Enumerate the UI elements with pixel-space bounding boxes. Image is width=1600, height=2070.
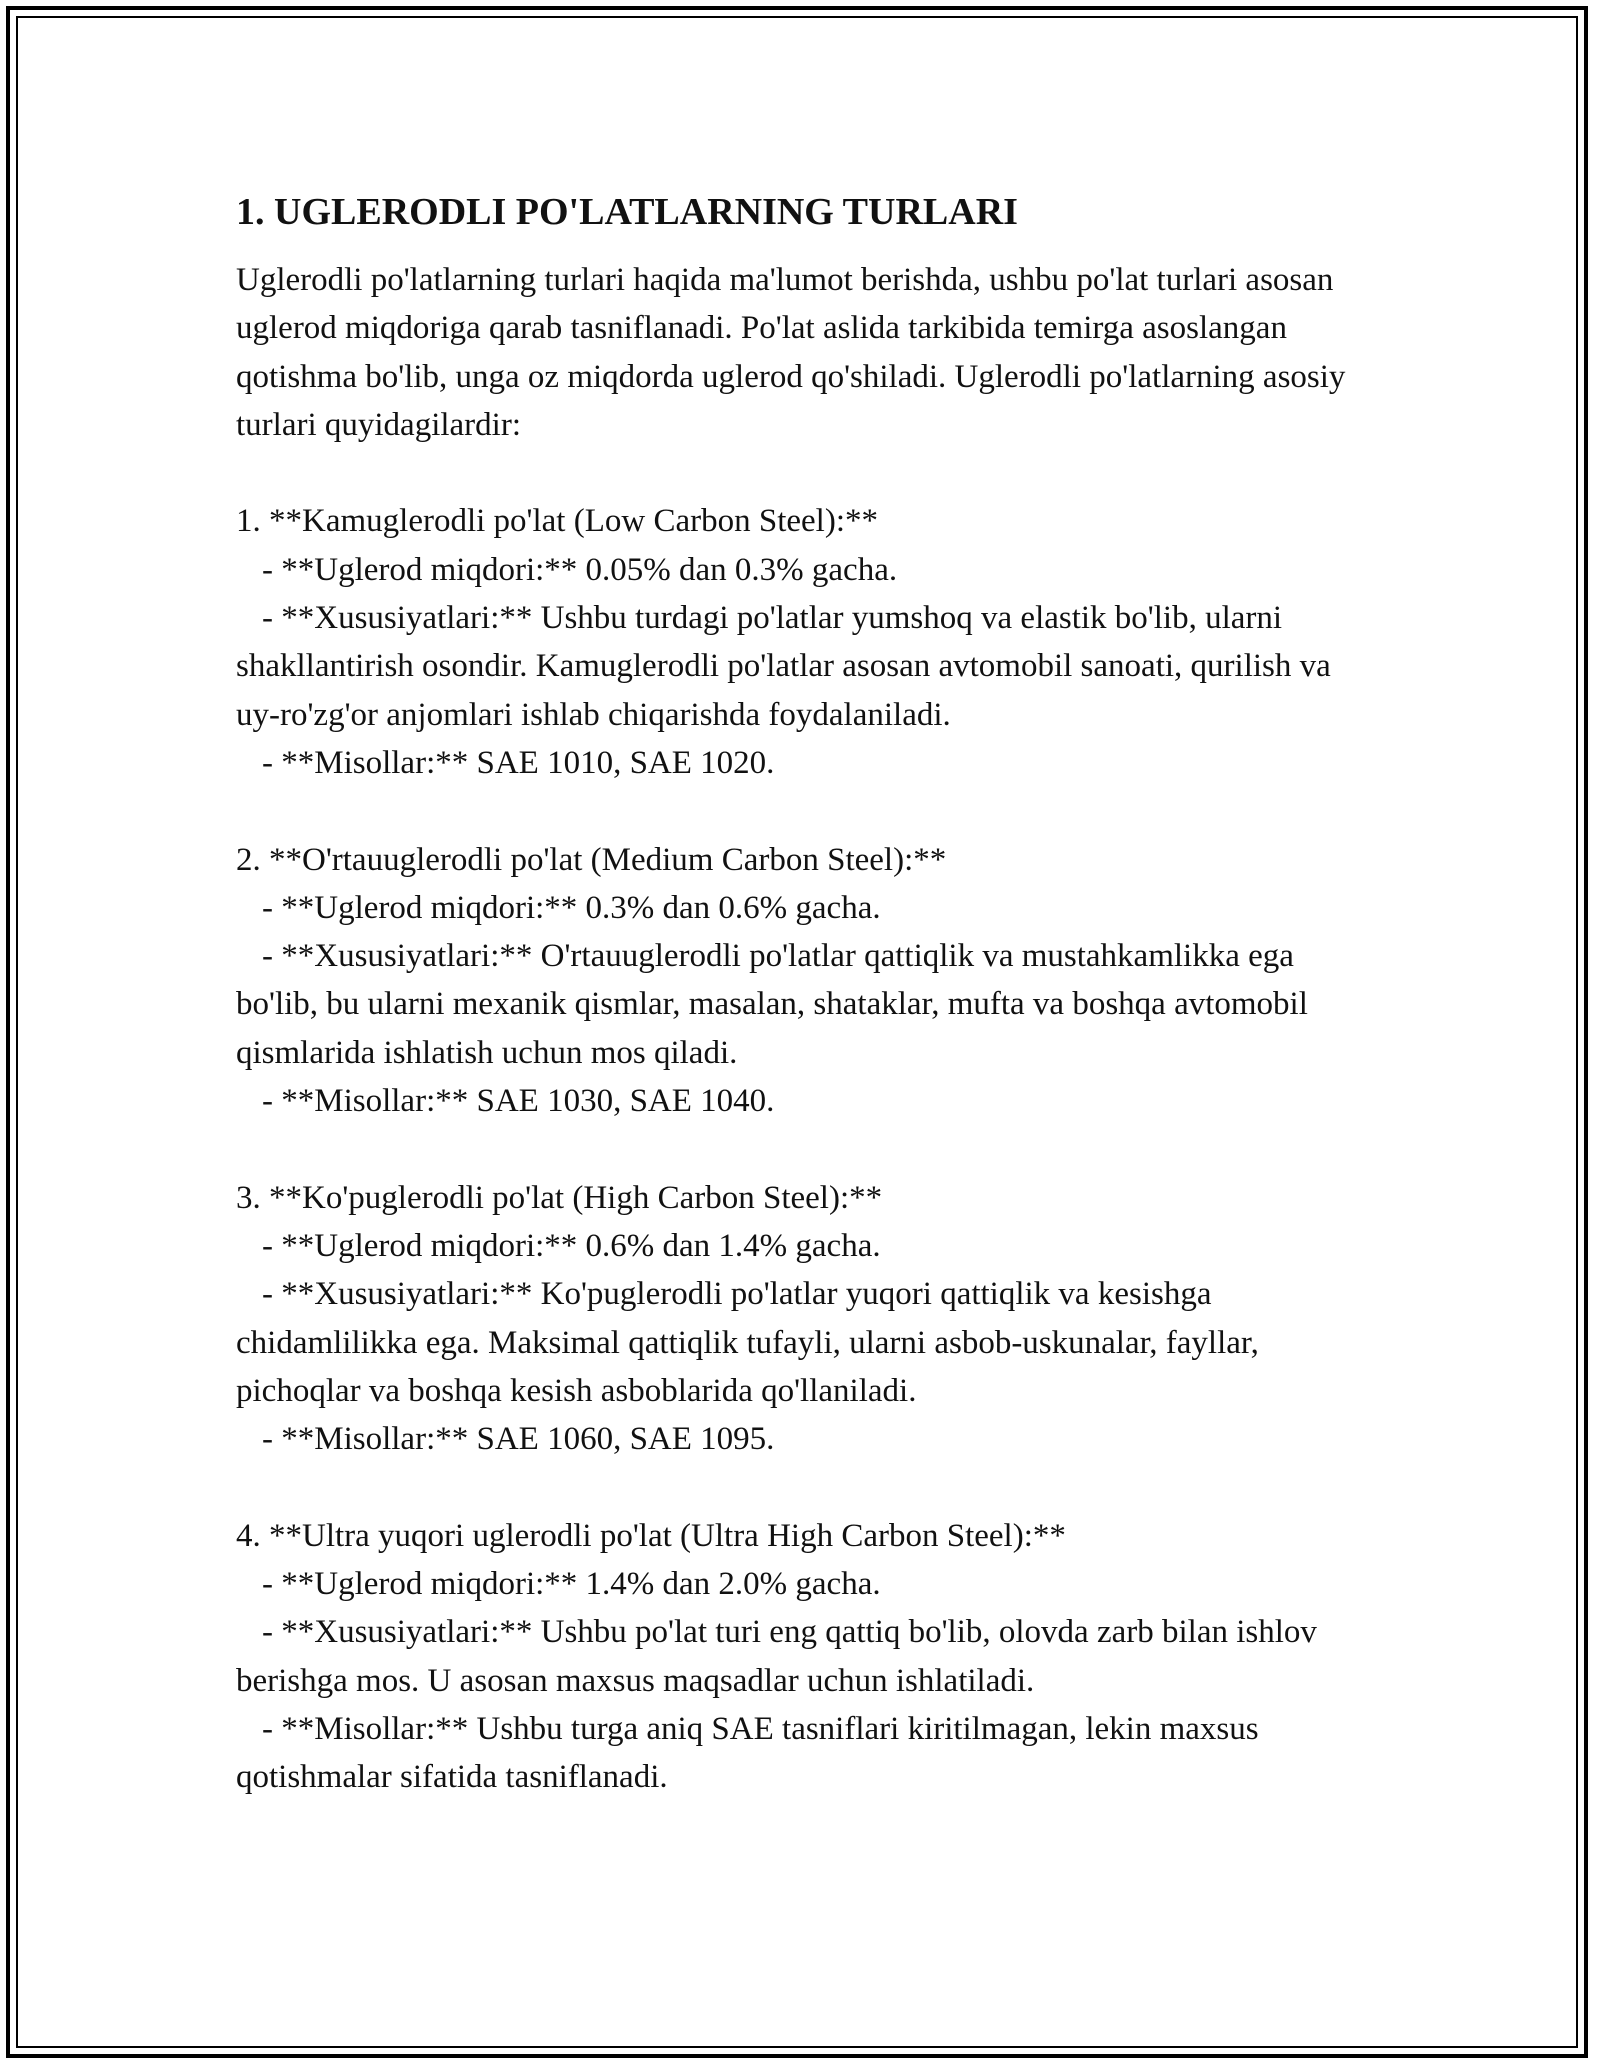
section-medium-carbon [236, 836, 1366, 1126]
section-heading: 1. **Kamuglerodli po'lat (Low Carbon Steel):** [236, 503, 878, 540]
document-body [236, 186, 1366, 1802]
carbon-content: - **Uglerod miqdori:** 0.6% dan 1.4% gacha. [262, 1227, 881, 1264]
section-low-carbon [236, 497, 1366, 787]
section-heading: 4. **Ultra yuqori uglerodli po'lat (Ultra High Carbon Steel):** [236, 1517, 1066, 1554]
section-ultra-high-carbon [236, 1512, 1366, 1802]
carbon-content: - **Uglerod miqdori:** 1.4% dan 2.0% gacha. [262, 1566, 881, 1603]
carbon-content: - **Uglerod miqdori:** 0.3% dan 0.6% gacha. [262, 889, 881, 926]
section-heading: 3. **Ko'puglerodli po'lat (High Carbon Steel):** [236, 1179, 883, 1216]
section-heading: 2. **O'rtauuglerodli po'lat (Medium Carbon Steel):** [236, 841, 947, 878]
properties-text: - **Xususiyatlari:** Ushbu turdagi po'latlar yumshoq va elastik bo'lib, ularni shakllantirish osondir. Kamuglerodli po'latlar asosan avtomobil sanoati, qurilish va uy-ro'zg'or anjomlari ishlab chiqarishda foydalaniladi. [236, 600, 1340, 733]
properties-text: - **Xususiyatlari:** Ushbu po'lat turi eng qattiq bo'lib, olovda zarb bilan ishlov berishga mos. U asosan maxsus maqsadlar uchun ishlatiladi. [236, 1614, 1326, 1699]
section-high-carbon [236, 1174, 1366, 1464]
intro-paragraph: Uglerodli po'latlarning turlari haqida ma'lumot berishda, ushbu po'lat turlari asosan uglerod miqdoriga qarab tasniflanadi. Po'lat aslida tarkibida temirga asoslangan qotishma bo'lib, unga oz miqdorda uglerod qo'shiladi. Uglerodli po'latlarning asosiy turlari quyidagilardir: [236, 262, 1346, 443]
examples-text: - **Misollar:** SAE 1010, SAE 1020. [262, 744, 775, 781]
examples-text: - **Misollar:** SAE 1060, SAE 1095. [262, 1421, 775, 1458]
examples-text: - **Misollar:** Ushbu turga aniq SAE tasniflari kiritilmagan, lekin maxsus qotishmalar sifatida tasniflanadi. [236, 1710, 1267, 1796]
properties-text: - **Xususiyatlari:** Ko'puglerodli po'latlar yuqori qattiqlik va kesishga chidamlilikka ega. Maksimal qattiqlik tufayli, ularni asbob-uskunalar, fayllar, pichoqlar va boshqa kesish asboblarida qo'llaniladi. [236, 1276, 1268, 1409]
document-title: 1. UGLERODLI PO'LATLARNING TURLARI [236, 191, 1018, 233]
properties-text: - **Xususiyatlari:** O'rtauuglerodli po'latlar qattiqlik va mustahkamlikka ega bo'lib, bu ularni mexanik qismlar, masalan, shataklar, mufta va boshqa avtomobil qismlarida ishlatish uchun mos qiladi. [236, 938, 1317, 1071]
examples-text: - **Misollar:** SAE 1030, SAE 1040. [262, 1083, 775, 1120]
carbon-content: - **Uglerod miqdori:** 0.05% dan 0.3% gacha. [262, 551, 898, 588]
